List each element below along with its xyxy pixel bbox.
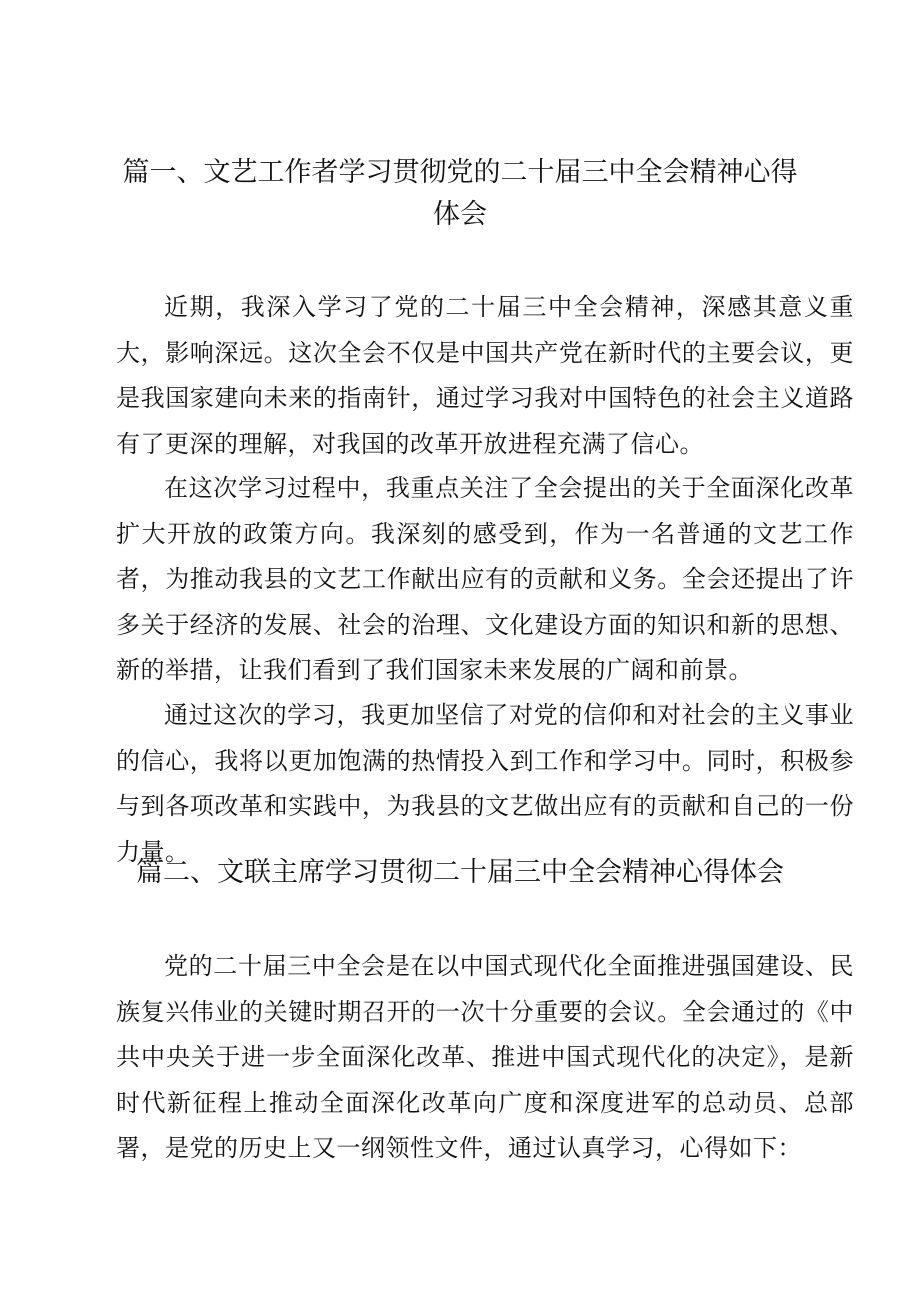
section-1-paragraph-3: 通过这次的学习，我更加坚信了对党的信仰和对社会的主义事业的信心，我将以更加饱满的热情投入到工作和学习中。同时，积极参与到各项改革和实践中，为我县的文艺做出应有的贡献和自己的一份力量。: [116, 701, 854, 866]
section-title-1-line-1: 篇一、文艺工作者学习贯彻党的二十届三中全会精神心得: [122, 157, 798, 188]
section-2-paragraph-1: 党的二十届三中全会是在以中国式现代化全面推进强国建设、民族复兴伟业的关键时期召开的一次十分重要的会议。全会通过的《中共中央关于进一步全面深化改革、推进中国式现代化的决定》，是新时代新征程上推动全面深化改革向广度和深度进军的总动员、总部署，是党的历史上又一纲领性文件，通过认真学习，心得如下：: [116, 952, 854, 1162]
section-1-paragraph-2: 在这次学习过程中，我重点关注了全会提出的关于全面深化改革扩大开放的政策方向。我深刻的感受到，作为一名普通的文艺工作者，为推动我县的文艺工作献出应有的贡献和义务。全会还提出了许多关于经济的发展、社会的治理、文化建设方面的知识和新的思想、新的举措，让我们看到了我们国家未来发展的广阔和前景。: [116, 474, 854, 684]
section-title-2-line-1: 篇二、文联主席学习贯彻二十届三中全会精神心得体会: [136, 857, 784, 888]
section-title-2: [100, 852, 820, 894]
section-1-paragraph-1: 近期，我深入学习了党的二十届三中全会精神，深感其意义重大，影响深远。这次全会不仅是中国共产党在新时代的主要会议，更是我国家建向未来的指南针，通过学习我对中国特色的社会主义道路有了更深的理解，对我国的改革开放进程充满了信心。: [116, 293, 854, 458]
section-title-1-line-2: 体会: [433, 199, 487, 230]
section-title-1: [100, 152, 820, 236]
